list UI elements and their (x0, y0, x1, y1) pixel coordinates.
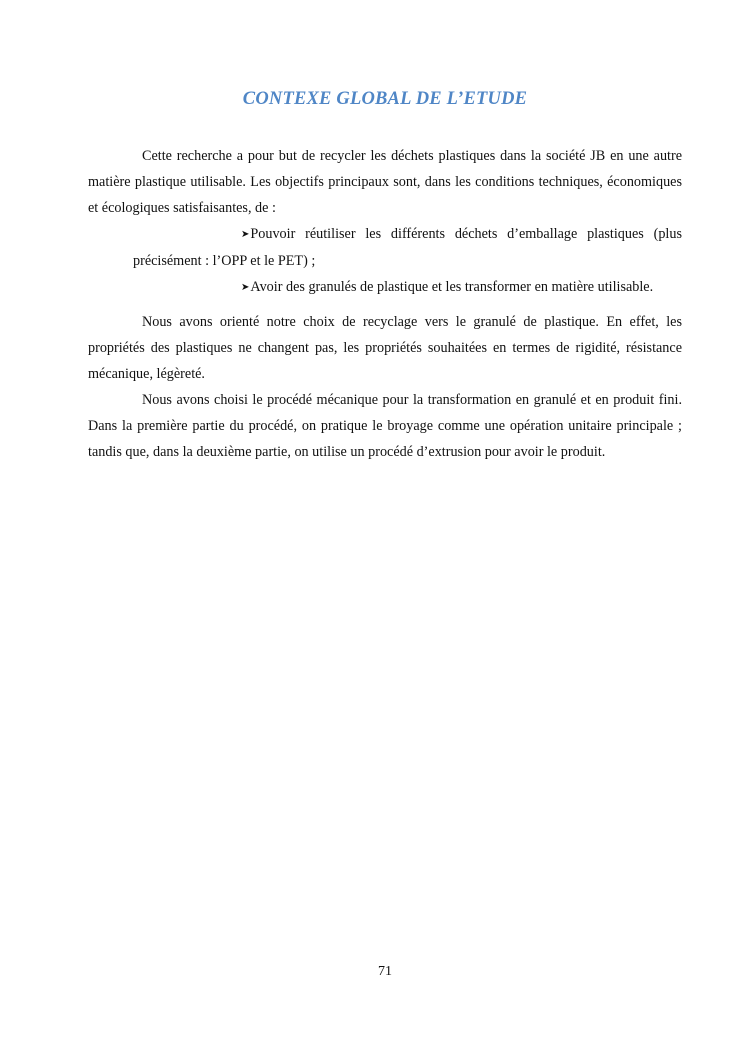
page-title: CONTEXE GLOBAL DE L’ETUDE (242, 89, 528, 109)
bullet-text: Pouvoir réutiliser les différents déchets d’emballage plastiques (plus précisément : l’OPP et le PET) ; (133, 226, 682, 269)
arrowhead-right-icon: ➤ (241, 229, 250, 240)
page-number: 71 (378, 964, 392, 979)
bullet-item (88, 274, 682, 301)
body-paragraph: Nous avons orienté notre choix de recyclage vers le granulé de plastique. En effet, les propriétés des plastiques ne changent pas, les propriétés souhaitées en termes de rigidité, résistance mécanique, légèreté. (88, 314, 682, 382)
body-paragraph: Nous avons choisi le procédé mécanique pour la transformation en granulé et en produit fini. Dans la première partie du procédé, on pratique le broyage comme une opération unitaire principale ; tandis que, dans la deuxième partie, on utilise un procédé d’extrusion pour avoir le produit. (88, 392, 682, 460)
bullet-text: Avoir des granulés de plastique et les transformer en matière utilisable. (250, 279, 654, 295)
intro-paragraph: Cette recherche a pour but de recycler les déchets plastiques dans la société JB en une autre matière plastique utilisable. Les objectifs principaux sont, dans les conditions techniques, économiques et écologiques satisfaisantes, de : (88, 148, 682, 216)
bullet-item (88, 221, 682, 274)
arrowhead-right-icon: ➤ (241, 282, 250, 293)
document-body (88, 143, 682, 465)
